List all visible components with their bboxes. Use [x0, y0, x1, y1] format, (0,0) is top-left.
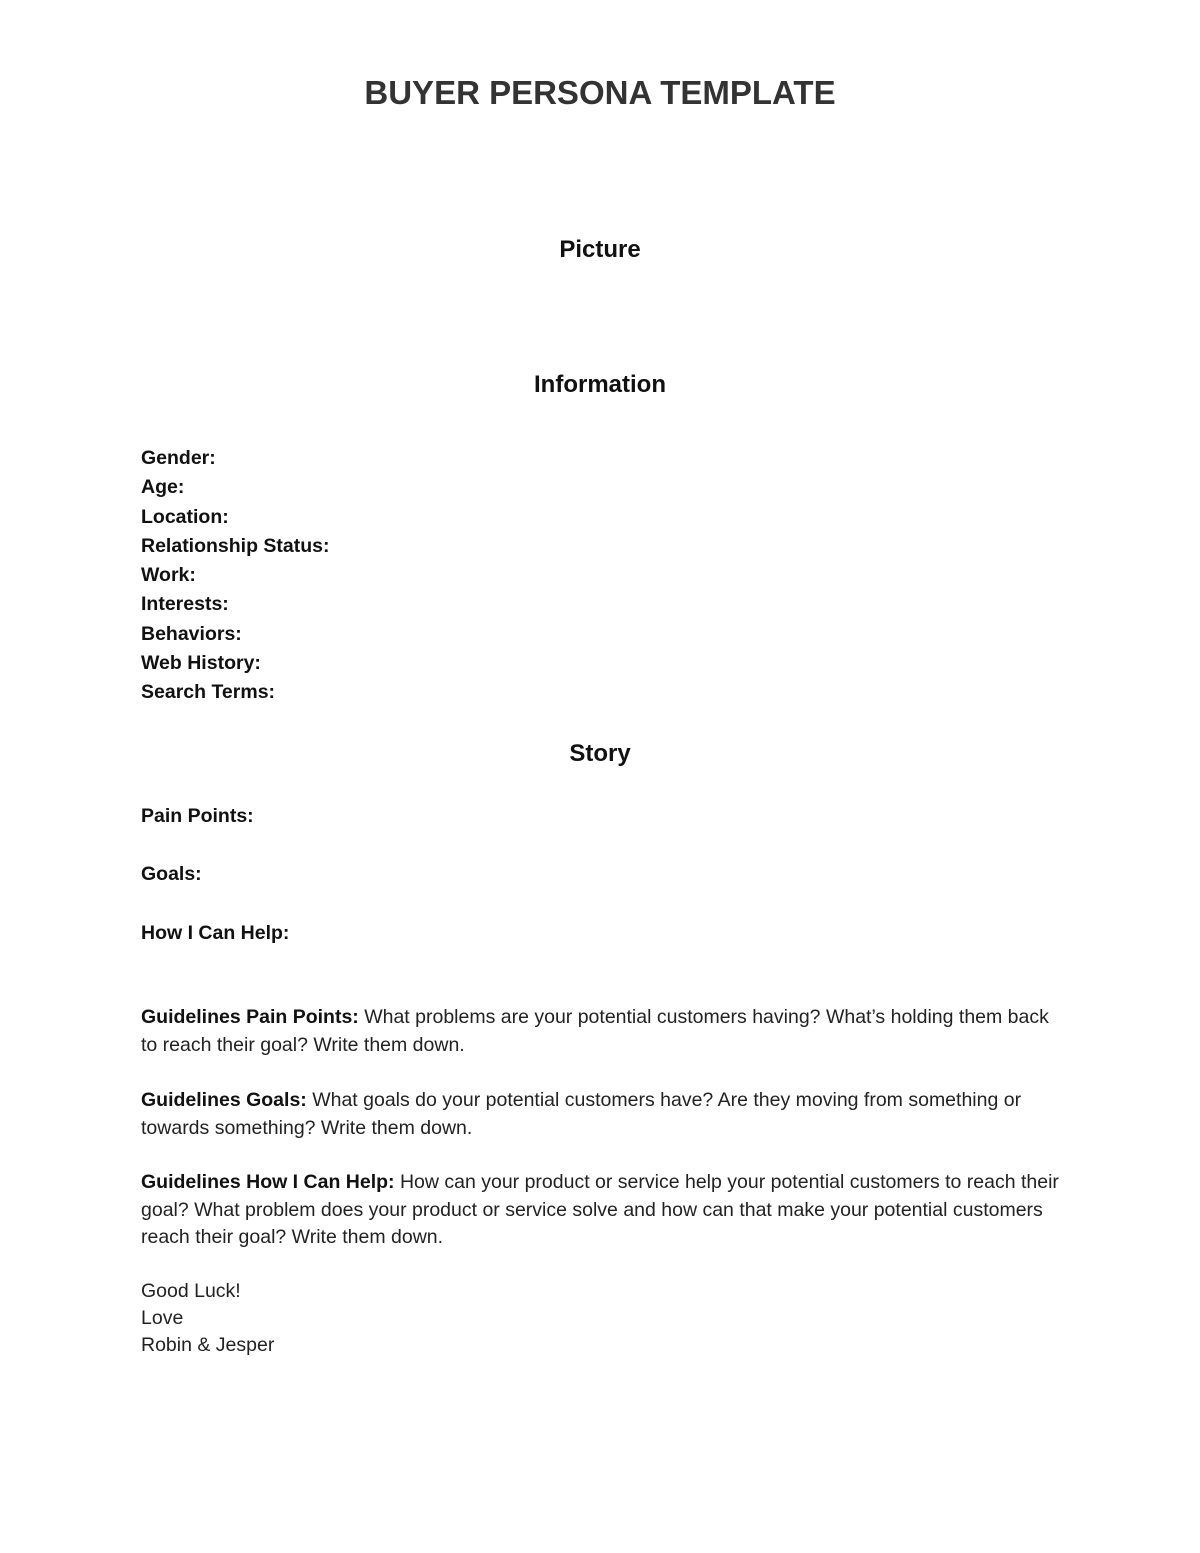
story-field-goals: Goals:: [141, 863, 202, 885]
section-heading-story: Story: [569, 740, 631, 767]
guideline-how-i-can-help-text: How can your product or service help your potential customers to reach their goal? What problem does your product or service solve and how can that make your potential customers reach their goal? Write them down.: [141, 1171, 1059, 1248]
signoff-love: Love: [141, 1307, 184, 1329]
document-title: BUYER PERSONA TEMPLATE: [364, 74, 836, 111]
guideline-goals-label: Guidelines Goals:: [141, 1089, 307, 1111]
section-heading-picture: Picture: [559, 236, 641, 263]
guideline-pain-points-label: Guidelines Pain Points:: [141, 1006, 359, 1028]
signoff: [141, 1278, 274, 1359]
guideline-how-i-can-help: [141, 1169, 1061, 1252]
signoff-good-luck: Good Luck!: [141, 1280, 241, 1302]
guideline-goals-text: What goals do your potential customers have? Are they moving from something or towards something? Write them down.: [141, 1089, 1022, 1139]
signoff-authors: Robin & Jesper: [141, 1334, 275, 1356]
guideline-how-i-can-help-label: Guidelines How I Can Help:: [141, 1171, 395, 1193]
story-field-how-i-can-help: How I Can Help:: [141, 922, 290, 944]
guideline-pain-points: [141, 1004, 1061, 1059]
guideline-goals: [141, 1087, 1061, 1142]
field-interests: Interests:: [141, 593, 229, 616]
field-work: Work:: [141, 564, 196, 587]
field-location: Location:: [141, 505, 229, 528]
information-field-list: [141, 444, 330, 708]
field-search-terms: Search Terms:: [141, 681, 276, 704]
field-gender: Gender:: [141, 447, 216, 469]
section-heading-information: Information: [534, 371, 666, 398]
field-behaviors: Behaviors:: [141, 622, 242, 645]
story-field-pain-points: Pain Points:: [141, 805, 254, 827]
field-web-history: Web History:: [141, 652, 261, 675]
field-age: Age:: [141, 476, 185, 499]
field-relationship-status: Relationship Status:: [141, 534, 330, 557]
guideline-pain-points-text: What problems are your potential customers having? What’s holding them back to reach their goal? Write them down.: [141, 1006, 1049, 1056]
